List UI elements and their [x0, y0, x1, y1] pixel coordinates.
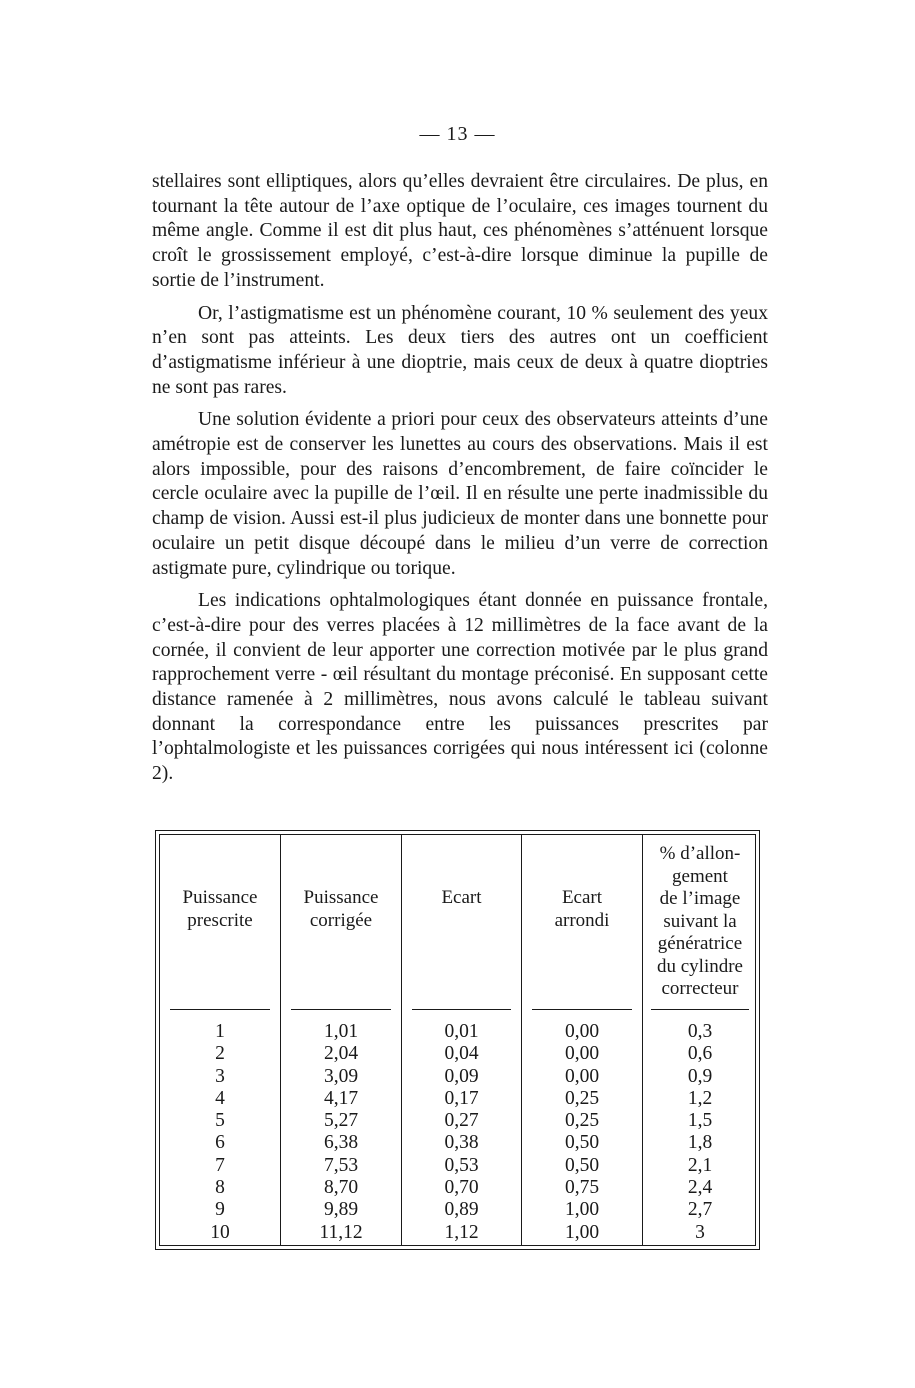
table-cell: 0,50	[564, 1154, 600, 1176]
table-cell: 4,17	[323, 1087, 359, 1109]
column-ecart-arrondi	[521, 835, 642, 1245]
header-line: Puissance	[303, 887, 379, 908]
header-rule	[532, 1009, 632, 1010]
table-cell: 0,01	[444, 1021, 479, 1042]
column-values	[522, 1021, 642, 1244]
table-cell: 8,70	[323, 1177, 359, 1199]
paragraph-4: Les indications ophtalmologiques étant donnée en puissance frontale, c’est-à-dire pour des verres placées à 12 millimètres de la face avant de la cornée, il convient de leur apporter une correction motivée par le plus grand rapprochement verre - œil résultant du montage préconisé. En supposant cette distance ramenée à 2 millimètres, nous avons calculé le tableau suivant donnant la correspondance entre les puissances prescrites par l’ophtalmologiste et les puissances corrigées qui nous intéressent ici (colonne 2).	[152, 590, 768, 785]
table-cell: 7,53	[323, 1154, 359, 1176]
header-line: suivant la	[663, 910, 737, 932]
table-cell: 9	[215, 1199, 225, 1221]
table-cell: 0,3	[687, 1021, 713, 1042]
header-rule	[170, 1009, 270, 1010]
column-puissance-corrigee	[280, 835, 401, 1245]
column-values	[281, 1021, 401, 1244]
table-cell: 6,38	[323, 1132, 359, 1154]
table-cell: 0,50	[564, 1132, 600, 1154]
table-cell: 0,04	[444, 1043, 479, 1065]
table-cell: 5	[215, 1110, 225, 1132]
column-header	[160, 887, 280, 932]
table-cell: 1,12	[444, 1221, 479, 1243]
table-cell: 0,00	[564, 1065, 600, 1087]
column-values	[402, 1021, 521, 1244]
table-cell: 2,4	[687, 1177, 713, 1199]
column-puissance-prescrite	[160, 835, 280, 1245]
table-cell: 2,7	[687, 1199, 713, 1221]
correction-table	[155, 830, 760, 1250]
table-cell: 7	[215, 1154, 225, 1176]
column-values	[643, 1021, 757, 1244]
header-line: Ecart	[561, 887, 603, 908]
table-cell: 0,38	[444, 1132, 479, 1154]
header-line: génératrice	[657, 933, 743, 954]
table-cell: 1,5	[687, 1110, 713, 1132]
table-cell: 4	[215, 1087, 225, 1109]
header-line: arrondi	[554, 909, 610, 931]
table-cell: 10	[210, 1221, 230, 1243]
table-cell: 3	[215, 1065, 225, 1087]
header-rule	[291, 1009, 391, 1010]
table-cell: 1,2	[687, 1087, 713, 1109]
table-cell: 0,9	[687, 1065, 713, 1087]
table-cell: 1,00	[564, 1221, 600, 1243]
body-text	[152, 170, 768, 795]
column-values	[160, 1021, 280, 1244]
table-cell: 0,53	[444, 1154, 479, 1176]
header-line: gement	[672, 865, 728, 887]
table-cell: 1	[215, 1021, 225, 1042]
table-cell: 3,09	[323, 1065, 359, 1087]
table-cell: 2,1	[687, 1154, 713, 1176]
column-header	[281, 887, 401, 932]
paragraph-2: Or, l’astigmatisme est un phénomène courant, 10 % seulement des yeux n’en sont pas atteints. Les deux tiers des autres ont un coefficient d’astigmatisme inférieur à une dioptrie, mais ceux de deux à quatre dioptries ne sont pas rares.	[152, 302, 768, 398]
table-cell: 1,8	[687, 1132, 713, 1154]
table-cell: 8	[215, 1177, 225, 1199]
header-line: prescrite	[187, 909, 253, 931]
table-cell: 0,17	[444, 1087, 479, 1109]
table-cell: 0,09	[444, 1065, 479, 1087]
header-line: % d’allon-	[659, 843, 741, 864]
paragraph-1: stellaires sont elliptiques, alors qu’elles devraient être circulaires. De plus, en tournant la tête autour de l’axe optique de l’oculaire, ces images tournent du même angle. Comme il est dit plus haut, ces phénomènes s’atténuent lorsque croît le grossissement employé, c’est-à-dire lorsque diminue la pupille de sortie de l’instrument.	[152, 171, 768, 291]
column-ecart	[401, 835, 521, 1245]
table-cell: 1,01	[323, 1021, 359, 1042]
table-cell: 5,27	[323, 1110, 359, 1132]
header-line: du cylindre	[656, 955, 743, 977]
column-pourcentage-allongement	[642, 835, 757, 1245]
header-line: de l’image	[659, 888, 741, 909]
table-cell: 9,89	[323, 1199, 359, 1221]
table-cell: 1,00	[564, 1199, 600, 1221]
header-rule	[651, 1009, 749, 1010]
header-line: Puissance	[182, 887, 258, 908]
table-cell: 0,00	[564, 1021, 600, 1042]
table-cell: 3	[695, 1221, 705, 1243]
table-cell: 11,12	[319, 1221, 363, 1243]
paragraph-3: Une solution évidente a priori pour ceux des observateurs atteints d’une amétropie est de conserver les lunettes au cours des observations. Mais il est alors impossible, pour des raisons d’encombrement, de faire coïncider le cercle oculaire avec la pupille de l’œil. Il en résulte une perte inadmissible du champ de vision. Aussi est-il plus judicieux de monter dans une bonnette pour oculaire un petit disque découpé dans le milieu d’un verre de correction astigmate pure, cylindrique ou torique.	[152, 409, 768, 579]
header-rule	[412, 1009, 511, 1010]
table-cell: 0,00	[564, 1043, 600, 1065]
column-header	[643, 843, 757, 1001]
page-number: — 13 —	[419, 123, 496, 145]
table-cell: 0,25	[564, 1087, 600, 1109]
table-cell: 2,04	[323, 1043, 359, 1065]
header-line: correcteur	[661, 978, 739, 999]
table-cell: 6	[215, 1132, 225, 1154]
table-cell: 0,25	[564, 1110, 600, 1132]
table-cell: 2	[215, 1043, 225, 1065]
table-cell: 0,6	[687, 1043, 713, 1065]
header-line: Ecart	[441, 887, 482, 908]
table-cell: 0,27	[444, 1110, 479, 1132]
column-header	[522, 887, 642, 932]
table-cell: 0,75	[564, 1177, 600, 1199]
correction-table-inner	[159, 834, 756, 1246]
table-cell: 0,89	[444, 1199, 479, 1221]
header-line: corrigée	[309, 909, 373, 931]
column-header	[402, 887, 521, 910]
table-cell: 0,70	[444, 1177, 479, 1199]
